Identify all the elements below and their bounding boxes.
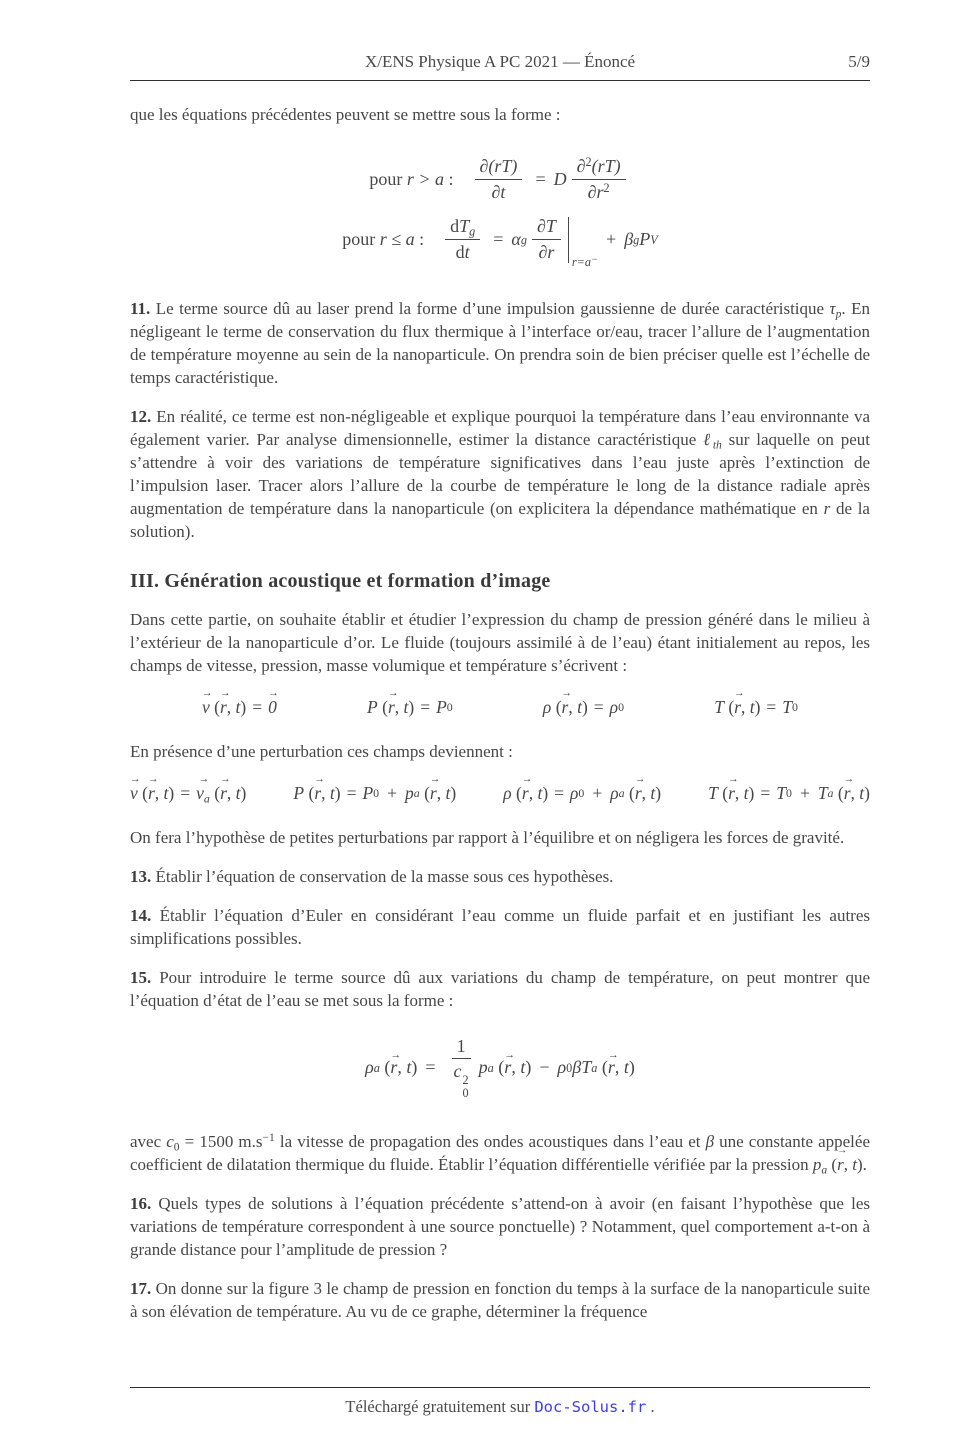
question-11: 11. Le terme source dû au laser prend la forme d’une impulsion gaussienne de durée caractéristique $\tau_p$. En négligeant le terme de conservation du flux thermique à l’interface or/eau, tracer l’allure de l’augmentation de température moyenne au sein de la nanoparticule. On prendra soin de bien préciser quelle est l’échelle de temps caractéristique. — [130, 298, 870, 387]
document-title: X/ENS Physique A PC 2021 — Énoncé — [364, 52, 636, 71]
doc-solus-link[interactable]: Doc-Solus.fr — [534, 1398, 647, 1416]
intro-sentence: que les équations précédentes peuvent se mettre sous la forme : — [130, 105, 561, 124]
inline-math-beta: β — [705, 1131, 715, 1151]
fraction: $\frac{dT_g}{dt}$ — [445, 216, 480, 262]
equation-heat-inside: pour r ≤ a : $\frac{dT_g}{dt}$ = α g $\frac{\partial T}{\partial r}$ r=a− + β g P V — [342, 216, 658, 269]
equation-density: ρ (r →, t) = ρ 0 — [543, 697, 624, 718]
inline-math-ell-th: ℓ — [703, 429, 713, 449]
equation-heat-outside: pour r > a : $\frac{\partial(rT)}{\partial t}$ = D $\frac{\partial^2(rT)}{\partial r^2}$ — [369, 156, 630, 202]
equation-temperature-perturbed: T (r →, t) = T 0 + T a (r →, t) — [708, 783, 870, 804]
question-14: 14. Établir l’équation d’Euler en considérant l’eau comme un fluide parfait et en justifiant les autres simplifications possibles. — [130, 905, 870, 948]
question-13: 13. Établir l’équation de conservation de la masse sous ces hypothèses. — [130, 866, 614, 886]
footer-rule — [130, 1387, 870, 1388]
footer-text: Téléchargé gratuitement sur Doc-Solus.fr . — [345, 1397, 655, 1416]
section-heading: III. Génération acoustique et formation d’image — [130, 569, 551, 592]
heat-equations-block — [130, 154, 870, 269]
header-rule — [130, 80, 870, 81]
equation-density-perturbed: ρ (r →, t) = ρ 0 + ρ a (r →, t) — [503, 783, 661, 804]
question-17: 17. On donne sur la figure 3 le champ de pression en fonction du temps à la surface de la nanoparticule suite à son élévation de température. Au vu de ce graphe, déterminer la fréquence — [130, 1278, 870, 1321]
equation-velocity: v → (r →, t) = 0 → — [202, 697, 277, 718]
equation-condition: pour r ≤ a : — [342, 229, 425, 250]
question-15: 15. Pour introduire le terme source dû aux variations du champ de température, on peut montrer que l’équation d’état de l’eau se met sous la forme : — [130, 967, 870, 1010]
inline-math-r: r — [823, 498, 831, 518]
fraction: $\frac{\partial^2(rT)}{\partial r^2}$ — [572, 156, 626, 202]
fraction: 1 c 2 0 — [453, 1035, 469, 1100]
page-header — [130, 0, 870, 76]
page-number: 5/9 — [848, 52, 870, 71]
state-equation: ρ a (r →, t) = 1 c 2 0 p a (r →, t) − ρ 0 β T a (r →, t) — [130, 1036, 870, 1100]
inline-math-c0: c — [166, 1131, 174, 1151]
fraction: $\frac{\partial T}{\partial r}$ — [532, 216, 561, 262]
page-footer — [130, 1387, 870, 1417]
constants-paragraph: avec $c_0 = 1500$ $m.s^{-1}$ la vitesse de propagation des ondes acoustiques dans l’eau et β une constante appelée coefficient de dilatation thermique du fluide. Établir l’équation différentielle vérifiée par la pression $p_a$ (r →, t). — [130, 1130, 870, 1176]
evaluation-bar: r=a− — [568, 217, 598, 263]
equation-temperature: T (r →, t) = T 0 — [714, 697, 798, 718]
fraction: $\frac{\partial(rT)}{\partial t}$ — [475, 156, 523, 202]
question-12: 12. En réalité, ce terme est non-négligeable et explique pourquoi la température dans l’eau environnante va également varier. Par analyse dimensionnelle, estimer la distance caractéristique ℓ$_{th}$ sur laquelle on peut s’attendre à voir des variations de température significatives dans l’eau juste après l’extinction de l’impulsion laser. Tracer alors l’allure de la courbe de température le long de la distance radiale après augmentation de température dans la nanoparticule (on explicitera la dépendance mathématique en r de la solution). — [130, 406, 870, 541]
inline-math-tau-p: τ — [829, 298, 836, 318]
question-16: 16. Quels types de solutions à l’équation précédente s’attend-on à avoir (en faisant l’hypothèse que les variations de température correspondent à une source ponctuelle) ? Notamment, quel comportement a-t-on à grande distance pour l’amplitude de pression ? — [130, 1193, 870, 1259]
equation-pressure: P (r →, t) = P 0 — [367, 697, 453, 718]
inline-math-pa: p — [812, 1154, 822, 1174]
section-intro-paragraph: Dans cette partie, on souhaite établir et étudier l’expression du champ de pression généré dans le milieu à l’extérieur de la nanoparticule d’or. Le fluide (toujours assimilé à de l’eau) étant initialement au repos, les champs de vitesse, pression, masse volumique et température s’écrivent : — [130, 609, 870, 675]
equation-velocity-perturbed: v → (r →, t) = $v_a$ → (r →, t) — [130, 783, 246, 804]
equation-pressure-perturbed: P (r →, t) = P 0 + p a (r →, t) — [293, 783, 456, 804]
equilibrium-fields-equation — [130, 697, 870, 718]
perturbed-fields-equation — [130, 783, 870, 804]
perturbation-sentence: En présence d’une perturbation ces champs deviennent : — [130, 741, 513, 761]
equation-condition: pour r > a : — [369, 168, 454, 189]
hypothesis-paragraph: On fera l’hypothèse de petites perturbations par rapport à l’équilibre et on négligera les forces de gravité. — [130, 827, 845, 847]
